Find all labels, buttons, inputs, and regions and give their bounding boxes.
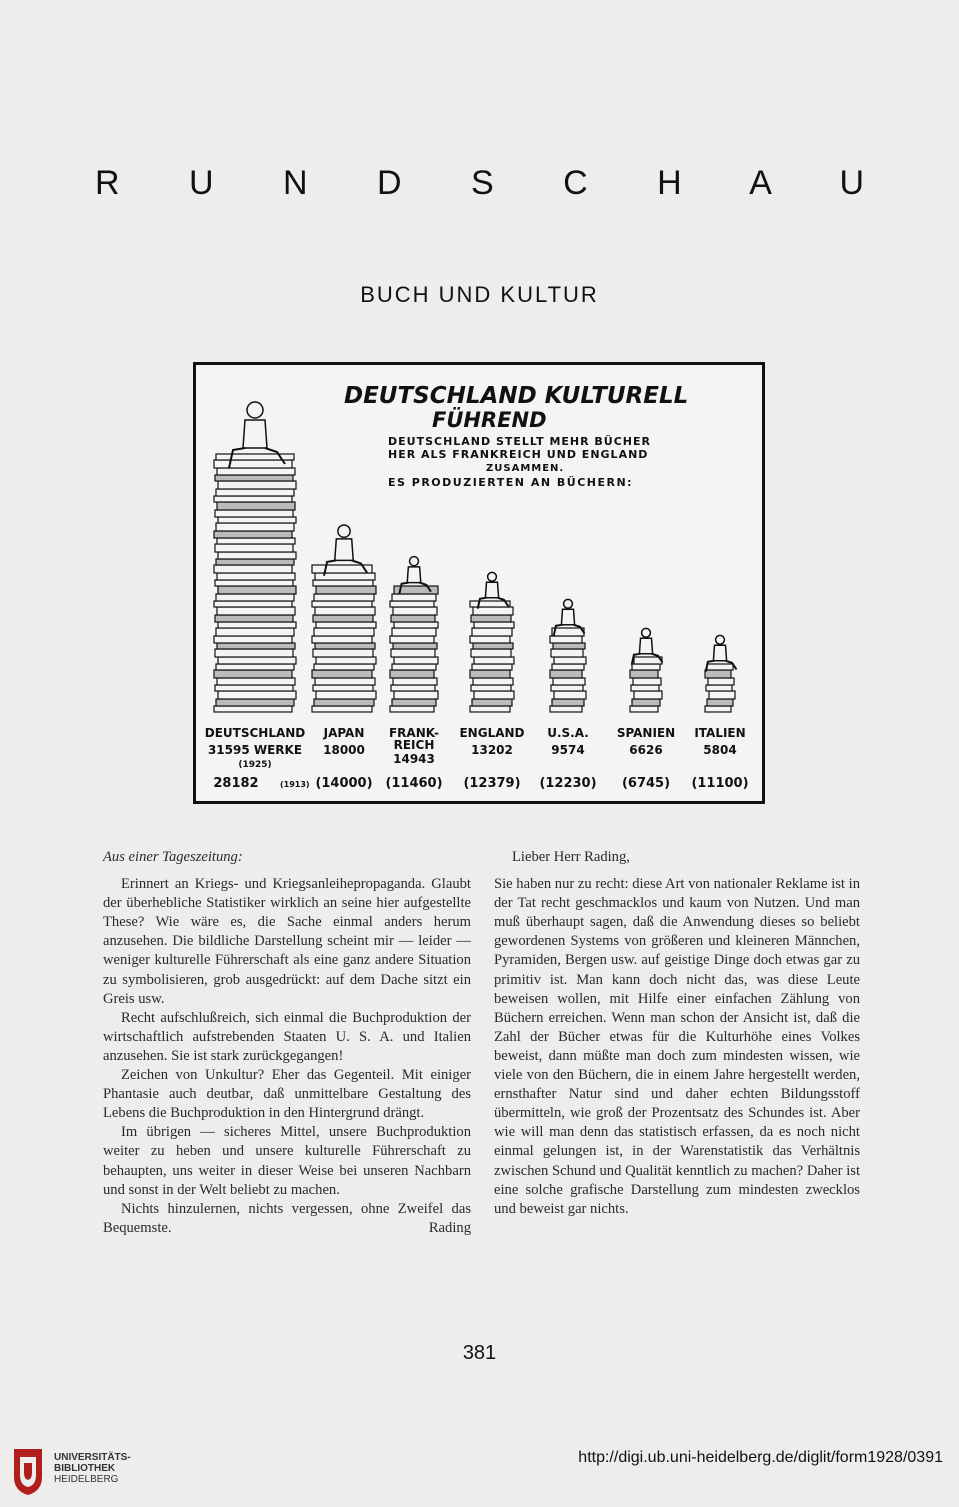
- source-url-link[interactable]: http://digi.ub.uni-heidelberg.de/diglit/form1928/0391: [578, 1449, 943, 1466]
- book: [634, 691, 662, 699]
- country-label: U.S.A.: [547, 726, 589, 740]
- book: [218, 657, 296, 664]
- book: [705, 706, 731, 712]
- book: [216, 628, 294, 636]
- figure-head: [409, 557, 418, 566]
- left-paragraph-3: Zeichen von Unkultur? Eher das Gegenteil. Mit einiger Phantasie auch deutbar, daß unmittelbare Gestaltung des Lebens die Buchproduktion in den Hintergrund drängt.: [103, 1067, 471, 1122]
- fig-sub-3: ZUSAMMEN.: [486, 463, 565, 474]
- figure-body: [639, 638, 652, 653]
- book: [217, 607, 295, 615]
- book: [471, 649, 511, 657]
- book: [553, 643, 585, 649]
- figure-body: [243, 420, 267, 448]
- old-year-note: (1913): [280, 780, 310, 789]
- book: [314, 594, 374, 601]
- book: [392, 699, 436, 706]
- book: [393, 678, 437, 685]
- book: [316, 586, 376, 594]
- book: [630, 670, 658, 678]
- fig-sub-1: DEUTSCHLAND STELLT MEHR BÜCHER: [388, 435, 651, 448]
- book: [554, 691, 586, 699]
- book: [214, 460, 292, 468]
- book: [218, 552, 296, 559]
- old-value-label: (14000): [315, 776, 373, 791]
- source-note: Aus einer Tageszeitung:: [103, 849, 243, 865]
- book: [216, 699, 294, 706]
- book: [632, 699, 660, 706]
- book: [312, 670, 372, 678]
- book: [471, 685, 511, 691]
- page-number: 381: [462, 1342, 497, 1364]
- book: [391, 615, 435, 622]
- book: [313, 685, 373, 691]
- book: [316, 657, 376, 664]
- book: [707, 699, 733, 706]
- book: [314, 628, 374, 636]
- year-note: (1925): [238, 760, 272, 770]
- value-label: 6626: [629, 743, 663, 757]
- figure-body: [485, 582, 498, 597]
- book: [390, 601, 434, 607]
- fig-headline-2: FÜHREND: [432, 408, 547, 432]
- book: [217, 468, 295, 475]
- book: [470, 601, 510, 607]
- book: [315, 607, 375, 615]
- book: [393, 607, 437, 615]
- fig-headline-1: DEUTSCHLAND KULTURELL: [344, 383, 689, 409]
- book: [216, 489, 294, 496]
- book: [214, 565, 292, 573]
- stack-6: [705, 635, 737, 712]
- book: [470, 636, 510, 643]
- library-line-3: HEIDELBERG: [54, 1474, 119, 1485]
- left-paragraph-5: [103, 1200, 471, 1238]
- country-label: ENGLAND: [459, 726, 525, 740]
- book: [316, 622, 376, 628]
- book: [471, 615, 511, 622]
- value-label: 9574: [551, 743, 585, 757]
- book: [314, 699, 374, 706]
- book: [707, 664, 733, 670]
- book: [216, 523, 294, 531]
- book-stacks-illustration: [193, 362, 765, 804]
- stack-3: [470, 572, 514, 712]
- book: [709, 691, 735, 699]
- book: [217, 502, 295, 510]
- book: [550, 636, 582, 643]
- book: [392, 664, 436, 670]
- country-label: JAPAN: [323, 726, 365, 740]
- book: [550, 706, 582, 712]
- book: [391, 649, 435, 657]
- figure-head: [488, 572, 497, 581]
- book: [217, 573, 295, 580]
- book: [214, 601, 292, 607]
- left-paragraph-4: Im übrigen — sicheres Mittel, unsere Buchproduktion weiter zu heben und unsere kulturelle Führerschaft zu behaupten, uns weiter in dieser Weise bei unseren Nachbarn und sonst in der Welt beliebt zu machen.: [103, 1124, 471, 1198]
- book: [392, 594, 436, 601]
- book: [215, 580, 293, 586]
- label-frankreich-2: REICH: [393, 738, 435, 752]
- book: [551, 649, 583, 657]
- country-label: FRANK-: [388, 726, 440, 740]
- book: [551, 685, 583, 691]
- book: [315, 678, 375, 685]
- book: [218, 517, 296, 523]
- book: [474, 622, 514, 628]
- book: [552, 699, 584, 706]
- figure-body: [713, 645, 726, 660]
- book: [217, 678, 295, 685]
- book: [313, 615, 373, 622]
- figure-head: [716, 635, 725, 644]
- figure-head: [247, 402, 263, 418]
- book: [554, 657, 586, 664]
- book: [634, 657, 662, 664]
- book: [215, 544, 293, 552]
- figure-body: [407, 567, 421, 583]
- book: [552, 628, 584, 636]
- old-value-label: (12379): [463, 776, 521, 791]
- book: [390, 706, 434, 712]
- book: [552, 664, 584, 670]
- right-column: [494, 848, 860, 1219]
- section-title: BUCH UND KULTUR: [360, 282, 599, 307]
- old-value-label: (6745): [621, 776, 671, 791]
- old-value-label: (12230): [539, 776, 597, 791]
- old-value-label: (11460): [385, 776, 443, 791]
- book: [474, 657, 514, 664]
- book: [473, 607, 513, 615]
- figure-head: [564, 599, 573, 608]
- country-label: ITALIEN: [694, 726, 746, 740]
- figure-body: [561, 609, 574, 624]
- book: [218, 622, 296, 628]
- left-column: [103, 848, 471, 1238]
- book: [313, 580, 373, 586]
- value-label: 5804: [703, 743, 737, 757]
- book: [472, 664, 512, 670]
- book: [390, 670, 434, 678]
- left-paragraph-2: Recht aufschlußreich, sich einmal die Buchproduktion der wirtschaftlich aufstrebenden Staaten U. S. A. und Italien anzusehen. Sie ist stark zurückgegangen!: [103, 1009, 471, 1064]
- book: [217, 538, 295, 544]
- fig-sub-4: ES PRODUZIERTEN AN BÜCHERN:: [388, 476, 634, 489]
- book: [391, 685, 435, 691]
- value-label: 31595 WERKE: [207, 743, 303, 757]
- book: [216, 559, 294, 565]
- book: [214, 496, 292, 502]
- book: [215, 475, 293, 481]
- book: [550, 670, 582, 678]
- book: [217, 643, 295, 649]
- book: [218, 586, 296, 594]
- book: [316, 691, 376, 699]
- book: [708, 678, 734, 685]
- book: [314, 664, 374, 670]
- stack-4: [550, 599, 586, 712]
- book: [215, 615, 293, 622]
- book: [394, 622, 438, 628]
- book: [632, 664, 660, 670]
- university-logo-icon: [10, 1447, 46, 1497]
- stack-5: [630, 628, 663, 712]
- stack-1: [312, 525, 376, 712]
- book: [218, 691, 296, 699]
- book: [214, 636, 292, 643]
- book: [473, 678, 513, 685]
- book: [394, 657, 438, 664]
- right-paragraph-1: Sie haben nur zu recht: diese Art von nationaler Reklame ist in der Tat recht geschmacklos und kaum von Nutzen. Und man muß überhaupt sagen, daß die Anwendung dieses so beliebt gewordenen Systems von größeren und kleineren Männchen, Pyramiden, Bergen usw. auf geistige Dinge doch etwas gar zu primitiv ist. Man kann doch nicht das, was diese Leute beweisen wollen, mit Hilfe einer einfachen Zählung von Büchern erreichen. Wenn man schon der Ansicht ist, daß die Zahl der Bücher etwas für die Kulturhöhe eines Volkes beweist, dann müßte man doch zum mindesten wissen, wie viele von den Büchern, die in einem Jahre hergestellt werden, ernsthafter Natur sind und daher echten Bildungsstoff übermitteln, wie groß der Prozentsatz des Schundes ist. Aber wie will man denn das statistisch erfassen, da es noch nicht einmal gelungen ist, in der Warenstatistik das Verhältnis zwischen Schund und Qualität kenntlich zu machen? Daher ist eine solche grafische Darstellung zum mindesten zwecklos und beweist gar nichts.: [494, 876, 860, 1217]
- book: [472, 628, 512, 636]
- book: [214, 706, 292, 712]
- book: [216, 664, 294, 670]
- country-label: SPANIEN: [616, 726, 676, 740]
- figure-body: [335, 539, 353, 561]
- page-title: R U N D S C H A U: [94, 164, 895, 202]
- country-labels: [205, 726, 749, 791]
- book: [214, 531, 292, 538]
- book: [473, 643, 513, 649]
- book: [705, 670, 731, 678]
- book: [392, 628, 436, 636]
- book: [472, 699, 512, 706]
- value-label: 13202: [471, 743, 513, 757]
- old-value-label: (11100): [691, 776, 749, 791]
- book: [553, 678, 585, 685]
- book: [215, 685, 293, 691]
- left-paragraph-5-text: Nichts hinzulernen, nichts vergessen, ohne Zweifel das Bequemste.: [103, 1200, 471, 1236]
- greeting: Lieber Herr Rading,: [512, 849, 630, 865]
- figure-head: [338, 525, 350, 537]
- book: [313, 649, 373, 657]
- old-value-label: 28182: [213, 776, 259, 791]
- book: [216, 594, 294, 601]
- book: [218, 481, 296, 489]
- book: [394, 691, 438, 699]
- book: [470, 670, 510, 678]
- book: [630, 706, 658, 712]
- value-label: 18000: [323, 743, 365, 757]
- figure-head: [642, 628, 651, 637]
- country-label: DEUTSCHLAND: [204, 726, 306, 740]
- book: [215, 649, 293, 657]
- fig-sub-2: HER ALS FRANKREICH UND ENGLAND: [388, 448, 649, 461]
- book: [214, 670, 292, 678]
- value-label: 14943: [393, 752, 435, 766]
- book: [633, 678, 661, 685]
- library-line-1: UNIVERSITÄTS-: [54, 1452, 131, 1463]
- library-line-2: BIBLIOTHEK: [54, 1463, 116, 1474]
- signature: Rading: [428, 1219, 471, 1236]
- book: [470, 706, 510, 712]
- book: [393, 643, 437, 649]
- book: [315, 643, 375, 649]
- library-name: [54, 1452, 131, 1485]
- book: [312, 601, 372, 607]
- book: [215, 510, 293, 517]
- footer-bar: [0, 1437, 959, 1507]
- book: [312, 706, 372, 712]
- book: [631, 685, 659, 691]
- left-paragraph-1: Erinnert an Kriegs- und Kriegsanleihepropaganda. Glaubt der überhebliche Statistiker wirklich an seine hier aufgestellte These? Wie wäre es, die Sache einmal anders herum anzusehen. Die bildliche Darstellung scheint mir — leider — weniger kulturelle Führerschaft als eine ganz andere Situation zu symbolisieren, grob ausgedrückt: auf dem Dache sitzt ein Greis usw.: [103, 876, 471, 1007]
- book: [312, 636, 372, 643]
- stack-2: [390, 557, 438, 712]
- stack-0: [214, 402, 296, 712]
- book: [474, 691, 514, 699]
- book: [706, 685, 732, 691]
- book: [390, 636, 434, 643]
- illustration-svg: [196, 365, 762, 801]
